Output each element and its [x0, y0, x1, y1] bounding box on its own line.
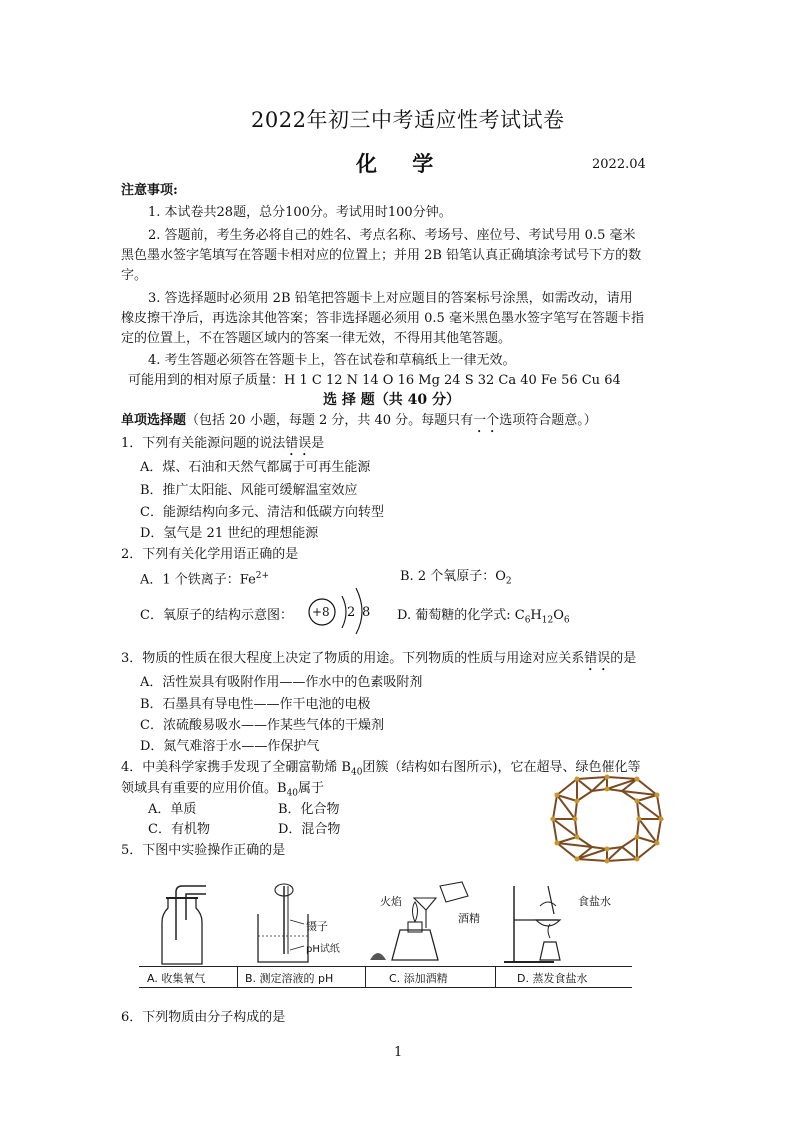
label-alcohol: 酒精: [458, 912, 480, 925]
q1-option-d: D．氢气是 21 世纪的理想能源: [140, 526, 319, 541]
section-intro: [121, 411, 597, 436]
q2-d-sub-1: 6: [524, 615, 531, 626]
caption-d: D. 蒸发食盐水: [517, 972, 588, 985]
notice-item-3-line-1: 3. 答选择题时必须用 2B 铅笔把答题卡上对应题目的答案标号涂黑，如需改动，请用: [148, 291, 633, 306]
q4-stem-1b: 团簇（结构如右图所示)，它在超导、绿色催化等: [362, 760, 641, 775]
q2-d-sub-2: 12: [541, 615, 554, 626]
label-brine: 食盐水: [578, 895, 611, 908]
caption-divider-3: [495, 967, 496, 987]
notice-item-2-line-3: 字。: [121, 268, 148, 283]
label-tweezers: 镊子: [306, 920, 328, 933]
q2-option-b-sub: 2: [505, 576, 512, 587]
q3-stem: [121, 649, 636, 674]
nucleus-charge: +8: [312, 605, 330, 619]
notice-item-3-line-2: 橡皮擦干净后，再选涂其他答案；答非选择题必须用 0.5 毫米黑色墨水签字笔写在答题卡指: [121, 311, 644, 326]
section-intro-label: 单项选择题: [121, 413, 187, 428]
q4-stem-1a: 4．中美科学家携手发现了全硼富勒烯 B: [121, 760, 351, 775]
q4-stem-2b: 属于: [298, 781, 325, 796]
notice-item-1: 1. 本试卷共28题，总分100分。考试用时100分钟。: [148, 205, 452, 220]
label-ph-paper: pH试纸: [306, 944, 340, 955]
q4-option-d: D．混合物: [278, 822, 341, 837]
shell-1-electrons: 2: [347, 605, 356, 620]
q3-option-b: B．石墨具有导电性——作干电池的电极: [140, 697, 371, 712]
page-number: 1: [394, 1045, 403, 1060]
fig-a-gas-collection: [140, 880, 240, 970]
q1-stem-emph: 错误: [285, 436, 312, 451]
section-intro-text-b: 选项符合题意。）: [499, 413, 597, 428]
q2-option-a-charge: 2+: [255, 571, 270, 581]
q4-option-a: A．单质: [148, 802, 197, 817]
q4-option-c: C．有机物: [148, 822, 210, 837]
q3-stem-b: 的是: [610, 651, 637, 666]
q2-option-c: C．氧原子的结构示意图：: [140, 608, 293, 623]
exam-date: 2022.04: [592, 157, 646, 172]
atomic-masses: 可能用到的相对原子质量：H 1 C 12 N 14 O 16 Mg 24 S 32 Ca 40 Fe 56 Cu 64: [128, 373, 621, 388]
notice-item-3-line-3: 定的位置上，不在答题区域内的答案一律无效，不得用其他笔答题。: [121, 331, 512, 346]
figure-caption-strip: [139, 966, 632, 988]
notice-heading: 注意事项:: [121, 183, 178, 198]
q1-option-b: B．推广太阳能、风能可缓解温室效应: [140, 483, 358, 498]
q1-option-c: C．能源结构向多元、清洁和低碳方向转型: [140, 505, 384, 520]
caption-b: B. 测定溶液的 pH: [245, 972, 334, 985]
q1-stem: [121, 434, 324, 459]
caption-divider-2: [365, 967, 366, 987]
section-title: 选 择 题（共 40 分）: [323, 392, 460, 408]
q1-stem-a: 1．下列有关能源问题的说法: [121, 436, 286, 451]
q2-option-b: [400, 567, 512, 592]
notice-item-2-line-2: 黑色墨水签字笔填写在答题卡相对应的位置上；并用 2B 铅笔认真正确填涂考试号下方的数: [121, 248, 642, 263]
q1-option-a: A．煤、石油和天然气都属于可再生能源: [140, 460, 371, 475]
q3-option-a: A．活性炭具有吸附作用——作水中的色素吸附剂: [140, 675, 423, 690]
q4-stem-1-sub: 40: [350, 767, 363, 778]
q2-option-d-text: D. 葡萄糖的化学式: C: [397, 608, 525, 623]
notice-item-4: 4. 考生答题必须答在答题卡上，答在试卷和草稿纸上一律无效。: [148, 353, 516, 368]
q3-option-c: C．浓硫酸易吸水——作某些气体的干燥剂: [140, 718, 384, 733]
q5-stem: 5．下图中实验操作正确的是: [121, 843, 286, 858]
q2-d-o: O: [553, 608, 564, 623]
q2-option-a-text: A．1 个铁离子：Fe: [140, 572, 256, 588]
q3-stem-a: 3．物质的性质在很大程度上决定了物质的用途。下列物质的性质与用途对应关系: [121, 651, 585, 666]
q4-option-b: B．化合物: [278, 802, 340, 817]
section-intro-text-a: （包括 20 小题，每题 2 分，共 40 分。每题只有: [186, 413, 474, 428]
q2-option-b-text: B. 2 个氧原子：O: [400, 569, 506, 584]
q4-stem-2a: 领域具有重要的应用价值。B: [121, 781, 287, 796]
caption-a: A. 收集氧气: [147, 972, 206, 985]
shell-2-electrons: 8: [362, 605, 371, 620]
caption-c: C. 添加酒精: [389, 972, 448, 985]
q4-stem-2-sub: 40: [286, 788, 299, 799]
subject-title: 化 学: [356, 151, 448, 176]
exam-title: 2022年初三中考适应性考试试卷: [251, 108, 565, 132]
q2-d-sub-3: 6: [563, 615, 570, 626]
q1-stem-b: 是: [311, 436, 325, 451]
q3-stem-emph: 错误: [584, 651, 611, 666]
boron-cluster-figure: [547, 775, 667, 863]
q2-stem: 2．下列有关化学用语正确的是: [121, 547, 299, 562]
caption-divider-1: [237, 967, 238, 987]
notice-item-2-line-1: 2. 答题前，考生务必将自己的姓名、考点名称、考场号、座位号、考试号用 0.5 毫米: [148, 228, 636, 243]
label-flame: 火焰: [380, 895, 402, 908]
q2-d-h: H: [530, 608, 542, 623]
fig-b-ph-test: [244, 880, 364, 970]
section-intro-emph: 一个: [473, 413, 500, 428]
q2-option-d: [397, 606, 570, 631]
q6-stem: 6．下列物质由分子构成的是: [121, 1010, 286, 1025]
electron-shell-1: [342, 596, 346, 628]
q2-option-a: [140, 567, 269, 589]
q3-option-d: D．氮气难溶于水——作保护气: [140, 739, 320, 754]
